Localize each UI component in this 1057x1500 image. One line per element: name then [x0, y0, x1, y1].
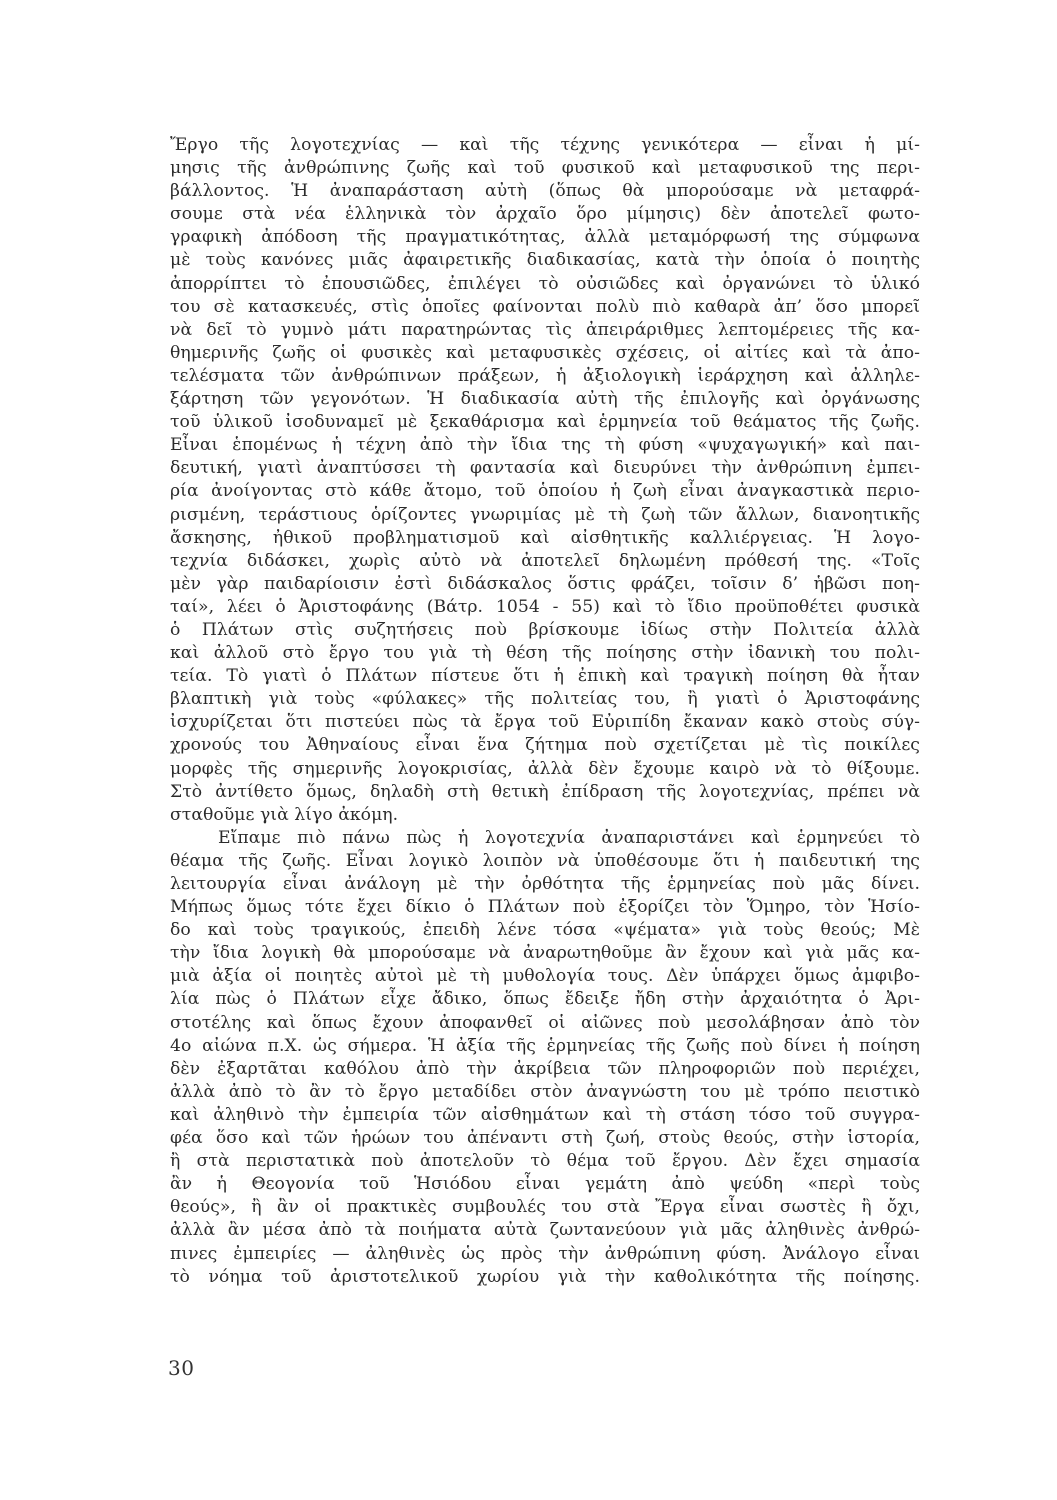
text-line: ἀλλὰ ἂν μέσα ἀπὸ τὰ ποιήματα αὐτὰ ζωντανεύουν γιὰ μᾶς ἀληθινὲς ἀνθρώ- [170, 1220, 920, 1241]
paragraph-1 [170, 134, 920, 827]
text-line: θεούς», ἢ ἂν οἱ πρακτικὲς συμβουλές του στὰ Ἔργα εἶναι σωστὲς ἢ ὄχι, [170, 1197, 920, 1218]
text-line: ρία ἀνοίγοντας στὸ κάθε ἄτομο, τοῦ ὁποίου ἡ ζωὴ εἶναι ἀναγκαστικὰ περιο- [170, 481, 920, 502]
text-line: δευτική, γιατὶ ἀναπτύσσει τὴ φαντασία καὶ διευρύνει τὴν ἀνθρώπινη ἐμπει- [170, 458, 920, 479]
text-line: βλαπτικὴ γιὰ τοὺς «φύλακες» τῆς πολιτείας του, ἢ γιατὶ ὁ Ἀριστοφάνης [170, 689, 920, 710]
text-line: λειτουργία εἶναι ἀνάλογη μὲ τὴν ὀρθότητα τῆς ἑρμηνείας ποὺ μᾶς δίνει. [170, 874, 920, 894]
body-text [170, 134, 920, 1289]
text-line: Μήπως ὅμως τότε ἔχει δίκιο ὁ Πλάτων ποὺ ἐξορίζει τὸν Ὅμηρο, τὸν Ἡσίο- [170, 897, 920, 918]
text-line: σουμε στὰ νέα ἑλληνικὰ τὸν ἀρχαῖο ὅρο μίμησις) δὲν ἀποτελεῖ φωτο- [170, 204, 920, 225]
text-line: τὴν ἴδια λογικὴ θὰ μπορούσαμε νὰ ἀναρωτηθοῦμε ἂν ἔχουν καὶ γιὰ μᾶς κα- [170, 943, 920, 964]
text-line: ἢ στὰ περιστατικὰ ποὺ ἀποτελοῦν τὸ θέμα τοῦ ἔργου. Δὲν ἔχει σημασία [170, 1151, 920, 1172]
page-number: 30 [168, 1356, 195, 1380]
text-line: τοῦ ὑλικοῦ ἰσοδυναμεῖ μὲ ξεκαθάρισμα καὶ ἑρμηνεία τοῦ θεάματος τῆς ζωῆς. [170, 412, 920, 433]
text-line: Εἶναι ἑπομένως ἡ τέχνη ἀπὸ τὴν ἴδια της τὴ φύση «ψυχαγωγική» καὶ παι- [170, 435, 920, 456]
text-line: του σὲ κατασκευές, στὶς ὁποῖες φαίνονται πολὺ πιὸ καθαρὰ ἀπ’ ὅσο μπορεῖ [170, 296, 920, 317]
text-line: δο καὶ τοὺς τραγικούς, ἐπειδὴ λένε τόσα «ψέματα» γιὰ τοὺς θεούς; Μὲ [170, 920, 920, 941]
text-line: μιὰ ἀξία οἱ ποιητὲς αὐτοὶ μὲ τὴ μυθολογία τους. Δὲν ὑπάρχει ὅμως ἀμφιβο- [170, 966, 920, 987]
text-line: βάλλοντος. Ἡ ἀναπαράσταση αὐτὴ (ὅπως θὰ μπορούσαμε νὰ μεταφρά- [170, 181, 920, 202]
text-line: ξάρτηση τῶν γεγονότων. Ἡ διαδικασία αὐτὴ τῆς ἐπιλογῆς καὶ ὀργάνωσης [170, 389, 920, 410]
text-line: ὁ Πλάτων στὶς συζητήσεις ποὺ βρίσκουμε ἰδίως στὴν Πολιτεία ἀλλὰ [170, 619, 920, 640]
text-line: τὸ νόημα τοῦ ἀριστοτελικοῦ χωρίου γιὰ τὴν καθολικότητα τῆς ποίησης. [170, 1266, 920, 1287]
text-line: πινες ἐμπειρίες — ἀληθινὲς ὡς πρὸς τὴν ἀνθρώπινη φύση. Ἀνάλογο εἶναι [170, 1243, 920, 1264]
text-line: ταί», λέει ὁ Ἀριστοφάνης (Βάτρ. 1054 - 55) καὶ τὸ ἴδιο προϋποθέτει φυσικὰ [170, 596, 920, 617]
text-line: μησις τῆς ἀνθρώπινης ζωῆς καὶ τοῦ φυσικοῦ καὶ μεταφυσικοῦ της περι- [170, 158, 920, 179]
text-line: δὲν ἐξαρτᾶται καθόλου ἀπὸ τὴν ἀκρίβεια τῶν πληροφοριῶν ποὺ περιέχει, [170, 1058, 920, 1079]
text-line: τεχνία διδάσκει, χωρὶς αὐτὸ νὰ ἀποτελεῖ δηλωμένη πρόθεσή της. «Τοῖς [170, 550, 920, 571]
text-line: τεία. Τὸ γιατὶ ὁ Πλάτων πίστευε ὅτι ἡ ἐπικὴ καὶ τραγικὴ ποίηση θὰ ἦταν [170, 666, 920, 687]
text-line: σταθοῦμε γιὰ λίγο ἀκόμη. [170, 804, 399, 825]
text-line: στοτέλης καὶ ὅπως ἔχουν ἀποφανθεῖ οἱ αἰῶνες ποὺ μεσολάβησαν ἀπὸ τὸν [170, 1012, 920, 1033]
text-line: λία πὼς ὁ Πλάτων εἶχε ἄδικο, ὅπως ἔδειξε ἤδη στὴν ἀρχαιότητα ὁ Ἀρι- [170, 989, 920, 1010]
text-line: μὲ τοὺς κανόνες μιᾶς ἀφαιρετικῆς διαδικασίας, κατὰ τὴν ὁποία ὁ ποιητὴς [170, 250, 920, 271]
text-line: μὲν γὰρ παιδαρίοισιν ἐστὶ διδάσκαλος ὅστις φράζει, τοῖσιν δ’ ἡβῶσι ποη- [170, 573, 920, 594]
text-line: νὰ δεῖ τὸ γυμνὸ μάτι παρατηρώντας τὶς ἀπειράριθμες λεπτομέρειες τῆς κα- [170, 319, 920, 340]
text-line: Εἴπαμε πιὸ πάνω πὼς ἡ λογοτεχνία ἀναπαριστάνει καὶ ἑρμηνεύει τὸ [218, 827, 920, 848]
text-line: ἄσκησης, ἠθικοῦ προβληματισμοῦ καὶ αἰσθητικῆς καλλιέργειας. Ἡ λογο- [170, 527, 920, 548]
text-line: φέα ὅσο καὶ τῶν ἡρώων του ἀπέναντι στὴ ζωή, στοὺς θεούς, στὴν ἱστορία, [170, 1128, 920, 1149]
text-line: 4ο αἰώνα π.Χ. ὡς σήμερα. Ἡ ἀξία τῆς ἑρμηνείας τῆς ζωῆς ποὺ δίνει ἡ ποίηση [170, 1035, 920, 1056]
text-line: ἂν ἡ Θεογονία τοῦ Ἡσιόδου εἶναι γεμάτη ἀπὸ ψεύδη «περὶ τοὺς [170, 1174, 920, 1195]
text-line: γραφικὴ ἀπόδοση τῆς πραγματικότητας, ἀλλὰ μεταμόρφωσή της σύμφωνα [170, 227, 920, 248]
text-line: θημερινῆς ζωῆς οἱ φυσικὲς καὶ μεταφυσικὲς σχέσεις, οἱ αἰτίες καὶ τὰ ἀπο- [170, 342, 920, 363]
text-line: καὶ ἀληθινὸ τὴν ἐμπειρία τῶν αἰσθημάτων καὶ τὴ στάση τόσο τοῦ συγγρα- [170, 1104, 920, 1125]
text-line: τελέσματα τῶν ἀνθρώπινων πράξεων, ἡ ἀξιολογικὴ ἱεράρχηση καὶ ἀλληλε- [170, 365, 920, 386]
text-line: καὶ ἀλλοῦ στὸ ἔργο του γιὰ τὴ θέση τῆς ποίησης στὴν ἰδανικὴ του πολι- [170, 643, 920, 664]
text-line: ἰσχυρίζεται ὅτι πιστεύει πὼς τὰ ἔργα τοῦ Εὐριπίδη ἔκαναν κακὸ στοὺς σύγ- [170, 712, 920, 733]
text-line: χρονούς του Ἀθηναίους εἶναι ἕνα ζήτημα ποὺ σχετίζεται μὲ τὶς ποικίλες [170, 735, 920, 756]
text-line: ρισμένη, τεράστιους ὁρίζοντες γνωριμίας μὲ τὴ ζωὴ τῶν ἄλλων, διανοητικῆς [170, 504, 920, 525]
text-line: ἀλλὰ ἀπὸ τὸ ἂν τὸ ἔργο μεταδίδει στὸν ἀναγνώστη του μὲ τρόπο πειστικὸ [170, 1081, 920, 1102]
text-line: μορφὲς τῆς σημερινῆς λογοκρισίας, ἀλλὰ δὲν ἔχουμε καιρὸ νὰ τὸ θίξουμε. [170, 758, 920, 779]
text-line: Στὸ ἀντίθετο ὅμως, δηλαδὴ στὴ θετικὴ ἐπίδραση τῆς λογοτεχνίας, πρέπει νὰ [170, 781, 920, 802]
text-line: Ἔργο τῆς λογοτεχνίας — καὶ τῆς τέχνης γενικότερα — εἶναι ἡ μί- [170, 135, 920, 155]
paragraph-2 [170, 827, 920, 1289]
text-line: θέαμα τῆς ζωῆς. Εἶναι λογικὸ λοιπὸν νὰ ὑποθέσουμε ὅτι ἡ παιδευτική της [170, 850, 920, 871]
text-line: ἀπορρίπτει τὸ ἐπουσιῶδες, ἐπιλέγει τὸ οὐσιῶδες καὶ ὀργανώνει τὸ ὑλικό [170, 273, 920, 294]
